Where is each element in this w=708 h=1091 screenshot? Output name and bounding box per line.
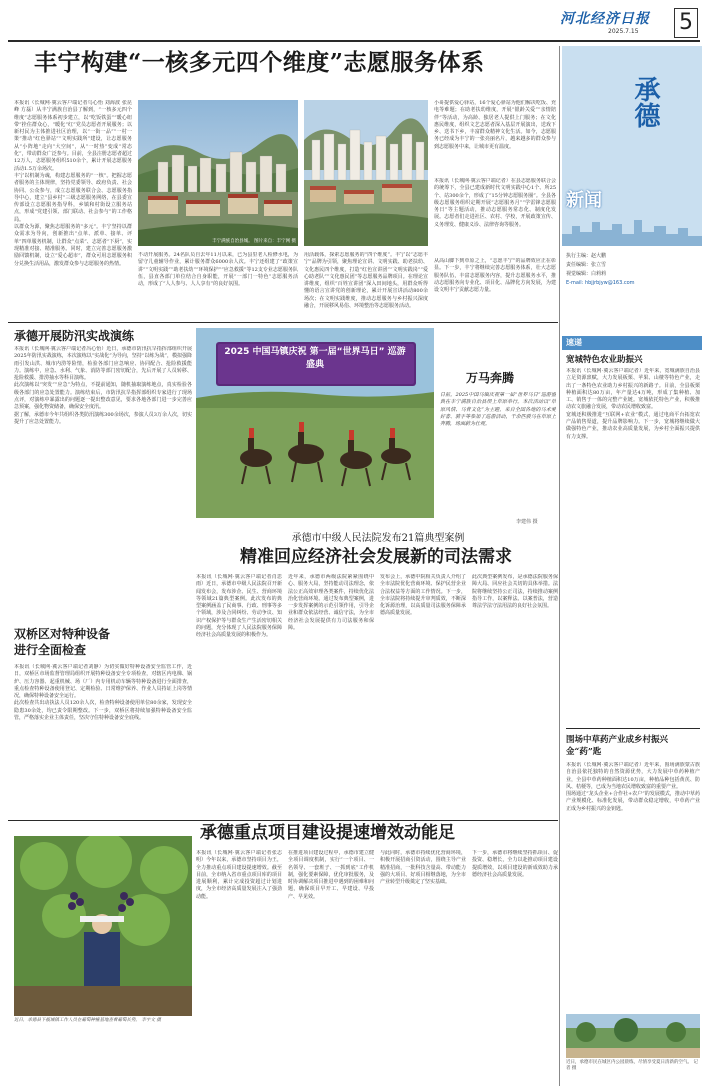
article1-col3: 用活载体，探索志愿服务的“四个维度”。丰宁以“志愿丰宁”品牌为引领，聚焦理论宣讲、文明实践、助老扶幼、文化惠民四个维度，打造“红色宣讲团”“文明实践岗”“爱心助老队”“文化惠民团”等志愿服务品牌项目。在理论宣讲维度，组织“百姓宣讲团”深入田间地头，用群众听得懂的语言宣讲党的创新理论，累计开展宣讲活动800余场次；在文明实践维度，推动志愿服务与乡村振兴深度融合，开展移风易俗、环境整治等志愿服务活动。 xyxy=(304,252,428,310)
brief1-title: 宽城特色农业助振兴 xyxy=(566,355,643,365)
brief1-body xyxy=(566,368,700,658)
brief1-para2: 宽城还积极推进“互联网+农业”模式，通过电商平台拓宽农产品销售渠道，提升品牌影响力。下一步，宽城将继续做大做强特色产业，推动农业高质量发展，为乡村全面振兴提供有力支撑。 xyxy=(566,411,700,440)
park-image xyxy=(566,1014,700,1058)
editor-email[interactable]: E-mail: hbjjrbjyw@163.com xyxy=(566,280,635,286)
editor-line: 责任编辑：张立雪 xyxy=(566,262,607,268)
vineyard-photo xyxy=(14,836,192,1016)
masthead xyxy=(560,4,706,44)
article4-col1: 本报讯（长城网·冀云客户端记者肖思雨）近日，承德市中级人民法院召开新闻发布会，发布涉企、民生、营商环境等领域21篇典型案例。此次发布的典型案例涵盖了民商事、行政、刑事等多个领域，涉及合同纠纷、劳动争议、知识产权保护等与群众生产生活密切相关的问题，充分体现了人民法院服务保障经济社会高质量发展的积极作为。 xyxy=(196,574,282,639)
editor-info xyxy=(566,252,700,288)
masthead-rule xyxy=(8,40,700,42)
section-rule-2 xyxy=(8,820,558,821)
article6-title: 承德重点项目建设提速增效动能足 xyxy=(200,823,455,843)
mountain-town-photo xyxy=(304,100,428,246)
brief2-body xyxy=(566,762,700,1012)
article1-col2: 不动开展服务。24名队员自去年11月以来，已为县里老人检修水电，为留守儿童辅导作业，累计服务群众6000余人次。丰宁还组建了“政策宣讲”“文明实践”“助老扶幼”“环境保护”“应急救援”等12支专业志愿服务队伍，县直各部门单位结合自身职能，开展“一部门一特色”志愿服务活动，形成了“人人参与、人人享有”的良好氛围。 xyxy=(138,252,298,288)
column-divider xyxy=(559,46,560,1086)
article1-col4b: 本报讯（长城网·冀云客户端记者）在县志愿服务联合会的统筹下，全县已建成新时代文明实践中心1个、所25个、站300余个，形成了“15分钟志愿服务圈”。全县各级志愿服务组织定期开展“志愿服务月”“学雷锋志愿服务日”等主题活动，推动志愿服务常态化、制度化发展。志愿者们走进社区、农村、学校，开展政策宣传、义务理发、健康义诊、法律咨询等服务。 xyxy=(434,178,556,228)
article1-col4c: 从高山脚下到草原之上，“志愿丰宁”的品牌效应正在彰显。下一步，丰宁将继续完善志愿服务体系，壮大志愿服务队伍，丰富志愿服务内容，提升志愿服务水平，推动志愿服务向专业化、项目化、品牌化方向发展，为建设文明丰宁贡献志愿力量。 xyxy=(434,258,556,294)
brief-band xyxy=(562,336,702,350)
brief1-para1: 本报讯（长城网·冀云客户端记者）近年来，宽城满族自治县立足资源禀赋，大力发展板栗、苹果、山楂等特色产业，走出了一条特色农业助力乡村振兴的新路子。目前，全县板栗种植面积达80万亩，年产量达4万吨，形成了集种植、加工、销售于一体的完整产业链。宽城依托特色产业，积极推动农文旅融合发展，带动农民增收致富。 xyxy=(566,368,700,411)
vineyard-photo-caption: 近日，承德县下板城镇工作人员在葡萄种植基地查看葡萄长势。 李宇文 摄 xyxy=(14,1018,161,1023)
article5-para2: 此次检查共出动执法人员120余人次，检查特种设备使用单位80余家，发现安全隐患30余处，均已责令限期整改。下一步，双桥区将持续加强特种设备安全监管，严格落实企业主体责任，坚决守住特种设备安全底线。 xyxy=(14,700,192,722)
issue-date: 2025.7.15 xyxy=(608,28,639,35)
city-silhouette-icon xyxy=(562,216,702,246)
vineyard-image xyxy=(14,836,192,1016)
article4-col3: 发布会上，承德中院相关负责人介绍了全市法院优化营商环境、保护民营企业合法权益等方面的工作情况。下一步，全市法院将持续提升审判质效，不断深化诉源治理，以高质量司法服务保障承德高质量发展。 xyxy=(380,574,466,617)
brief2-title: 围场中草药产业成乡村振兴金“药”匙 xyxy=(566,735,669,757)
mountain-town-image xyxy=(304,100,428,246)
article2-body xyxy=(14,346,192,574)
article2-para1: 本报讯（长城网·冀云客户端记者冯心怡）近日，承德市防汛抗旱指挥部组织开展2025年防汛实战演练，本次演练以“实战化”为导向，坚持“以练为战”，模拟强降雨引发山洪、城市内涝等险情，检验各部门应急响应、协同配合、抢险救援能力。演练中，应急、水利、气象、消防等部门密切配合，先后开展了人员转移、抢险救援、排涝抽水等科目演练。 xyxy=(14,346,192,382)
article1-para3: 以群众为源，聚焦志愿服务的“多元”。丰宁坚持以群众需求为导向，创新推出“点单、派单、接单、评单”四单服务机制，让群众“点菜”、志愿者“下厨”，实现精准对接、精准服务。同时，建立完善志愿服务激励回馈机制，设立“爱心超市”，群众可用志愿服务积分兑换生活用品，激发群众参与志愿服务的热情。 xyxy=(14,224,132,267)
article1-col4: 小哥提供爱心驿站，16个爱心驿站为他们解决吃饭、充电等难题；在助老扶幼维度，开展“银龄关爱”“亲情陪伴”等活动，为高龄、独居老人提供上门服务；在文化惠民维度，组织文艺志愿者深入基层开展演出，送戏下乡、送书下乡，丰富群众精神文化生活。如今，志愿服务已经成为丰宁的一张亮丽名片，越来越多的群众参与到志愿服务中来，让城市更有温度。 xyxy=(434,100,556,150)
article2-title: 承德开展防汛实战演练 xyxy=(14,329,135,343)
article1-body xyxy=(14,100,132,350)
sidebar-rule xyxy=(566,728,700,729)
county-town-photo-caption: 丰宁满族自治县城。 图片来自：丰宁网 摄 xyxy=(212,239,296,244)
article6-col3: 与此同时，承德市持续优化营商环境，积极开展招商引资活动，围绕主导产业精准招商，一批科技含量高、带动能力强的大项目、好项目相继落地，为全市产业转型升级奠定了坚实基础。 xyxy=(380,850,466,886)
article3-credit: 李建伟 摄 xyxy=(516,519,538,525)
article1-para1: 本报讯（长城网·冀云客户端记者乌心怡 刘海波 张昆峰 方磊）从丰宁满族自治县了解到，“一核多元四个维度”志愿服务体系初步建立，以“吃饭铁蛋”“暖心纽带”拴住群众心，“暖化“红”党员志愿者开展服务；以新村民为主体推进社区治理，以“一街一品”“一村一策”推动“红色驿站”“文明实践所”建设，让志愿服务从“小阵地”走向“大空间”，从“一时热”变成“常态化”，带动群众广泛参与。目前，全县注册志愿者超过12万人，志愿服务组织510余个，累计开展志愿服务活动1.5万余场次。 xyxy=(14,100,132,172)
horse-parade-photo xyxy=(196,328,434,518)
article3-body: 日前，2025中国马镇庆祝第一届“世界马日”巡游盛典在丰宁满族自治县坝上草原举行。本次活动以“草原风情、马背文化”为主题，来自全国各地的马术爱好者、骑手等参加了巡游活动，千余匹骏马在草原上奔腾，场面蔚为壮观。 xyxy=(440,392,556,428)
article3-title: 万马奔腾 xyxy=(466,371,515,385)
sidebar-section: 新闻 xyxy=(566,190,602,211)
brief-label: 速递 xyxy=(566,338,582,347)
article5-title: 双桥区对特种设备进行全面检查 xyxy=(14,627,111,657)
article4-col4: 此次典型案例发布，是承德法院服务保障大局、回应社会关切的具体举措。法院将继续坚持公正司法，持续推动案例指导工作，以案释法、以案普法，营造尊法学法守法用法的良好社会氛围。 xyxy=(472,574,558,610)
article6-col2: 在推进项目建设过程中，承德市建立健全项目调度机制，实行“一个项目、一名领导、一套班子、一抓到底”工作机制，强化要素保障，优化审批服务，及时协调解决项目推进中遇到的困难和问题，确保项目早开工、早建设、早投产、早见效。 xyxy=(288,850,374,900)
article4-title: 精准回应经济社会发展新的司法需求 xyxy=(240,547,512,567)
park-photo-caption: 近日，承德市民在城区内公园晨练，尽情享受夏日清新的空气。 记者 摄 xyxy=(566,1060,698,1071)
article5-para1: 本报讯（长城网·冀云客户端记者刘静）为切实做好特种设备安全监管工作，近日，双桥区市场监督管理局组织开展特种设备安全专项检查，对辖区内电梯、锅炉、压力容器、起重机械、场（厂）内专用机动车辆等特种设备进行全面排查，重点检查特种设备使用登记、定期检验、日常维护保养、作业人员持证上岗等情况，确保特种设备安全运行。 xyxy=(14,664,192,700)
county-town-photo xyxy=(138,100,298,246)
brief2-para2: 围场通过“龙头企业+合作社+农户”的发展模式，推动中草药产业规模化、标准化发展，带动群众稳定增收，中草药产业正成为乡村振兴的金钥匙。 xyxy=(566,791,700,812)
county-town-image xyxy=(138,100,298,246)
section-rule-1 xyxy=(8,322,558,323)
brief2-para1: 本报讯（长城网·冀云客户端记者）近年来，围场满族蒙古族自治县依托独特的自然资源优势，大力发展中草药种植产业，全县中草药种植面积达10万亩，种植品种包括黄芪、防风、桔梗等，已成为当地农民增收致富的重要产业。 xyxy=(566,762,700,790)
article1-title: 丰宁构建“一核多元四个维度”志愿服务体系 xyxy=(34,49,485,76)
editor-line: 视觉编辑：白莉莉 xyxy=(566,271,607,277)
article2-para2: 此次演练以“突发”“应急”为特点，不提前通知，随机抽取演练地点，真实检验各级各部门的应急处置能力。演练结束后，市防汛抗旱指挥部组织专家进行了现场点评，对演练中暴露出的问题逐一提出整改意见，要求各地各部门进一步完善应急预案，强化物资储备，确保安全度汛。 xyxy=(14,382,192,411)
park-photo xyxy=(566,1014,700,1058)
article1-para2: 丰宁以机制为魂，构建志愿服务的“一核”。把握志愿者服务的主体规律，坚持党委领导、政府负责、社会协同、公众参与，成立志愿服务联合会、志愿服务指导中心，建立“县乡村”三级志愿服务网络，在县委宣传部设立志愿服务指导科，乡镇和村街设立服务站点，形成“党建引领、部门联动、社会参与”的工作格局。 xyxy=(14,172,132,223)
article6-col1: 本报讯（长城网·冀云客户端记者张志明）今年以来，承德市坚持项目为王，全力推动重点项目建设提速增效。截至目前，全市纳入省市重点项目库的项目进展顺利，累计完成投资超过计划进度，为全市经济高质量发展注入了强劲动能。 xyxy=(196,850,282,900)
article6-col4: 下一步，承德市将继续坚持抓项目、促投资、稳增长，全力以赴推动项目建设提质增效，以项目建设的新成效助力承德经济社会高质量发展。 xyxy=(472,850,558,878)
page-number: 5 xyxy=(674,8,698,38)
paper-name: 河北经济日报 xyxy=(560,11,650,27)
sidebar-header xyxy=(562,46,702,336)
article4-kicker: 承德市中级人民法院发布21篇典型案例 xyxy=(291,533,465,544)
article4-col2: 近年来，承德市两级法院紧紧围绕中心、服务大局，坚持能动司法理念，依法公正高效审理各类案件，持续优化法治化营商环境。通过发布典型案例，进一步发挥案例的示范引领作用，引导企业和群众依法经营、诚信守法，为全市经济社会发展提供有力司法服务和保障。 xyxy=(288,574,374,632)
article5-body xyxy=(14,664,192,814)
article2-para3: 据了解，承德市今年共组织各类防汛演练300余场次，参演人员3万余人次，切实提升了应急处置能力。 xyxy=(14,411,192,425)
sidebar-region: 承德 xyxy=(630,76,660,128)
sidebar-city-silhouette xyxy=(562,216,702,246)
horse-parade-banner: 2025 中国马镇庆祝 第一届“世界马日” 巡游盛典 xyxy=(224,347,406,370)
editor-line: 执行主编：赵大鹏 xyxy=(566,253,607,259)
